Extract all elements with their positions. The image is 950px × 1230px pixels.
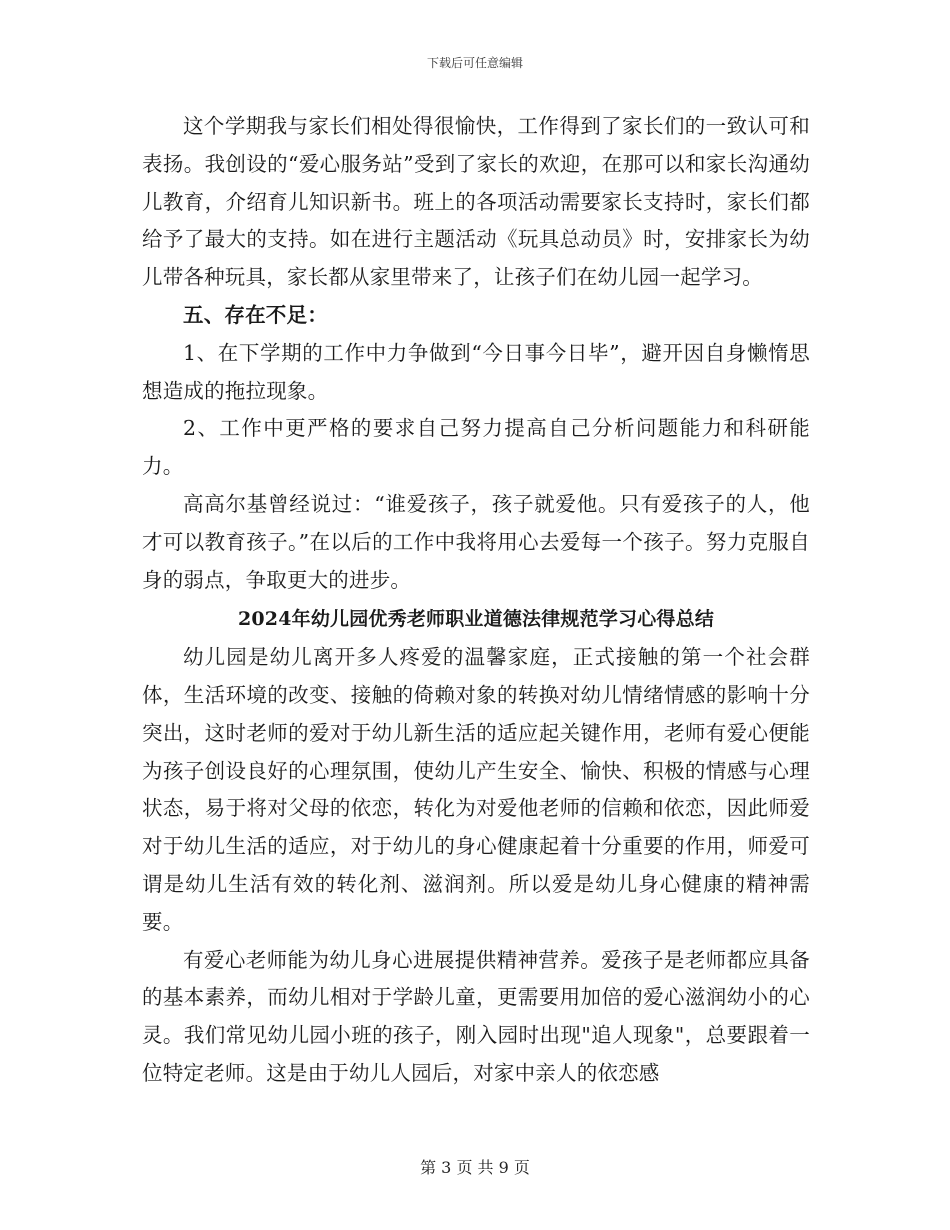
page-header-note: 下载后可任意编辑 xyxy=(426,56,523,70)
paragraph-caring-teacher: 有爱心老师能为幼儿身心进展提供精神营养。爱孩子是老师都应具备的基本素养，而幼儿相对于学龄儿童，更需要用加倍的爱心滋润幼小的心灵。我们常见幼儿园小班的孩子，刚入园时出现"追人现象"，总要跟着一位特定老师。这是由于幼儿人园后，对家中亲人的依恋感 xyxy=(142,947,810,1085)
article-title: 2024年幼儿园优秀老师职业道德法律规范学习心得总结 xyxy=(237,608,715,631)
section-heading-shortcomings: 五、存在不足： xyxy=(183,302,328,327)
paragraph-kindergarten: 幼儿园是幼儿离开多人疼爱的温馨家庭，正式接触的第一个社会群体，生活环境的改变、接触的倚赖对象的转换对幼儿情绪情感的影响十分突出，这时老师的爱对于幼儿新生活的适应起关键作用，老师有爱心便能为孩子创设良好的心理氛围，使幼儿产生安全、愉快、积极的情感与心理状态，易于将对父母的依恋，转化为对爱他老师的信赖和依恋，因此师爱对于幼儿生活的适应，对于幼儿的身心健康起着十分重要的作用，师爱可谓是幼儿生活有效的转化剂、滋润剂。所以爱是幼儿身心健康的精神需要。 xyxy=(142,645,810,934)
shortcoming-item-1: 1、在下学期的工作中力争做到“今日事今日毕”，避开因自身懒惰思想造成的拖拉现象。 xyxy=(142,340,810,403)
page-number: 第 3 页 共 9 页 xyxy=(420,1158,530,1177)
paragraph-parents: 这个学期我与家长们相处得很愉快，工作得到了家长们的一致认可和表扬。我创设的“爱心服务站”受到了家长的欢迎，在那可以和家长沟通幼儿教育，介绍育儿知识新书。班上的各项活动需要家长支持时，家长们都给予了最大的支持。如在进行主题活动《玩具总动员》时，安排家长为幼儿带各种玩具，家长都从家里带来了，让孩子们在幼儿园一起学习。 xyxy=(142,114,810,290)
shortcoming-item-2: 2、工作中更严格的要求自己努力提高自己分析问题能力和科研能力。 xyxy=(142,416,810,479)
paragraph-gorky-quote: 高高尔基曾经说过：“谁爱孩子，孩子就爱他。只有爱孩子的人，他才可以教育孩子。”在以后的工作中我将用心去爱每一个孩子。努力克服自身的弱点，争取更大的进步。 xyxy=(142,491,810,592)
document-body xyxy=(142,108,810,1093)
